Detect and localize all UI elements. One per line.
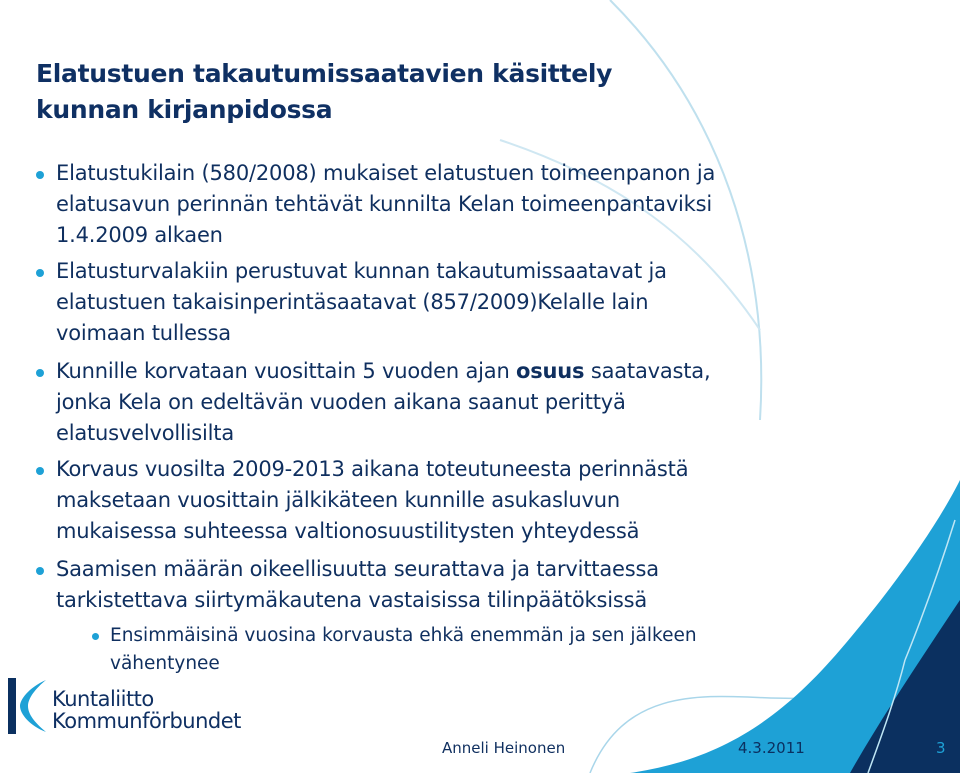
bullet-line: mukaisessa suhteessa valtionosuustilitysten yhteydessä [56,519,640,543]
bullet-line: Saamisen määrän oikeellisuutta seurattava ja tarvittaessa [56,557,659,581]
bullet-1 [56,158,715,251]
bullet-3 [56,356,710,449]
bullet-icon [92,633,99,640]
bullet-line: elatustuen takaisinperintäsaatavat (857/2009)Kelalle lain [56,290,649,314]
bullet-4 [56,454,688,547]
logo-line: Kommunförbundet [52,709,241,733]
bullet-line: jonka Kela on edeltävän vuoden aikana saanut perittyä [56,390,626,414]
footer-author: Anneli Heinonen [442,739,566,757]
logo-text [52,688,241,732]
bullet-line: tarkistettava siirtymäkautena vastaisissa tilinpäätöksissä [56,588,648,612]
text-run: saatavasta, [584,359,711,383]
emphasis-text: osuus [516,359,585,383]
title-line: kunnan kirjanpidossa [36,95,333,124]
title-line: Elatustuen takautumissaatavien käsittely [36,59,613,88]
bullet-line: voimaan tullessa [56,321,231,345]
bullet-line: Elatustukilain (580/2008) mukaiset elatustuen toimeenpanon ja [56,161,716,185]
bullet-icon [36,171,44,179]
bullet-5 [56,554,659,616]
bullet-line: 1.4.2009 alkaen [56,223,223,247]
slide-title [36,56,612,128]
logo-line: Kuntaliitto [52,687,154,711]
bullet-line: Korvaus vuosilta 2009-2013 aikana toteutuneesta perinnästä [56,457,689,481]
bullet-line: vähentynee [110,653,220,674]
bullet-icon [36,467,44,475]
page-number: 3 [936,739,946,757]
bullet-line: maksetaan vuosittain jälkikäteen kunnille asukasluvun [56,488,620,512]
sub-bullet [110,622,697,678]
footer-date: 4.3.2011 [738,739,805,757]
text-run: Kunnille korvataan vuosittain 5 vuoden ajan [56,359,517,383]
bullet-line: Ensimmäisinä vuosina korvausta ehkä enemmän ja sen jälkeen [110,625,697,646]
bullet-2 [56,256,667,349]
bullet-line: Elatusturvalakiin perustuvat kunnan takautumissaatavat ja [56,259,667,283]
bullet-icon [36,369,44,377]
kuntaliitto-logo-icon [6,678,52,734]
bullet-icon [36,269,44,277]
bullet-icon [36,567,44,575]
bullet-line [56,356,710,387]
bullet-line: elatusavun perinnän tehtävät kunnilta Kelan toimeenpantaviksi [56,192,713,216]
bullet-line: elatusvelvollisilta [56,421,234,445]
